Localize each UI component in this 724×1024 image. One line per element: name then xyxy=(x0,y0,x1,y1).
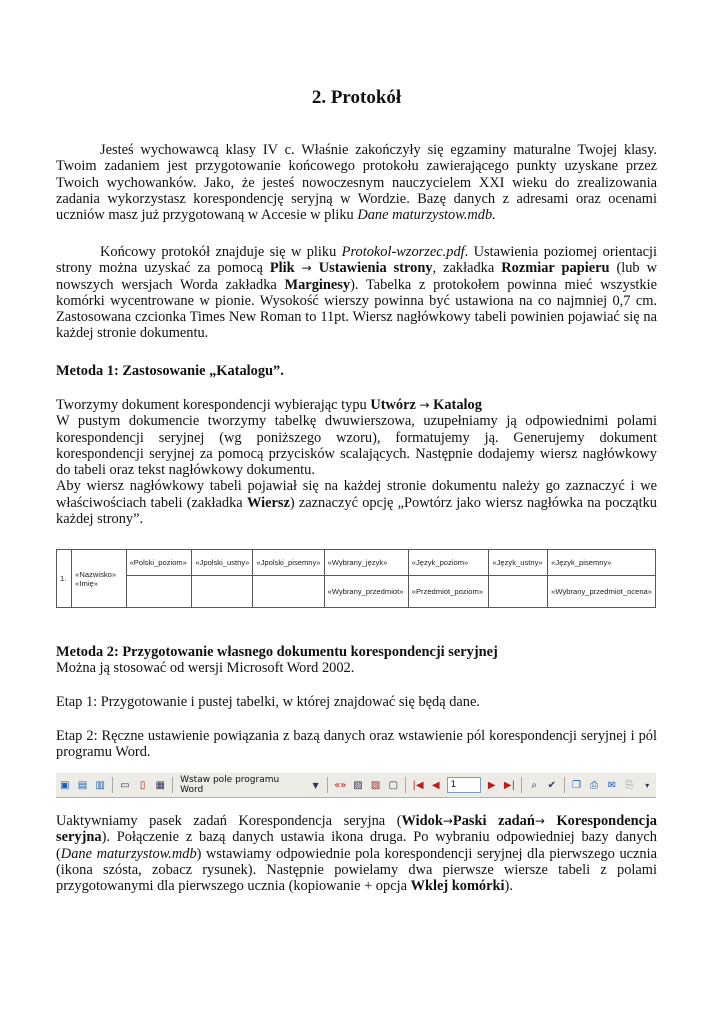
empty-cell xyxy=(192,576,253,608)
mail-merge-toolbar xyxy=(56,772,656,798)
record-number-input[interactable]: 1 xyxy=(447,777,481,793)
previous-record-icon[interactable]: ◀ xyxy=(431,779,440,791)
toolbar-options-icon[interactable]: ▾ xyxy=(645,780,650,790)
view-merged-data-icon[interactable]: «» xyxy=(334,779,347,791)
method1-body: Tworzymy dokument korespondencji wybierając typu Utwórz → Katalog W pustym dokumencie tworzymy tabelkę dwuwierszowa, uzupełniamy ją odpowiednimi polami korespondencji seryjnej (wg poniższego wzoru), formatujemy ją. Generujemy dokument korespondencji seryjnej za pomocą przycisków scalających. Następnie dodajemy wiersz nagłówkowy do tabeli oraz tekst nagłówkowy dokumentu. Aby wiersz nagłówkowy tabeli pojawiał się na każdej stronie dokumentu należy go zaznaczyć i we właściwościach tabeli (zakładka Wiersz) zaznaczyć opcję „Powtórz jako wiersz nagłówka na początku każdej strony”. xyxy=(56,397,657,528)
empty-cell xyxy=(126,576,192,608)
merge-field: «Jpolski_ustny» xyxy=(192,550,253,576)
arrow-icon: → xyxy=(419,398,430,412)
find-entry-icon[interactable]: ⌕ xyxy=(531,779,537,791)
arrow-icon: → xyxy=(534,814,545,828)
match-fields-icon[interactable]: ▧ xyxy=(370,779,381,791)
merge-to-new-doc-icon[interactable]: ❐ xyxy=(572,779,581,791)
file-name: Dane maturzystow.mdb. xyxy=(357,207,496,224)
row-number: 1. xyxy=(57,550,72,608)
merge-field-table xyxy=(56,549,656,608)
method2-section: Metoda 2: Przygotowanie własnego dokumentu korespondencji seryjnej Można ją stosować od wersji Microsoft Word 2002. xyxy=(56,644,498,677)
merge-field: «Wybrany_przedmiot» xyxy=(324,576,408,608)
intro-paragraph-2: Końcowy protokół znajduje się w pliku Protokol-wzorzec.pdf. Ustawienia poziomej orientacji strony można uzyskać za pomocą Plik → Ustawienia strony, zakładka Rozmiar papieru (lub w nowszych wersjach Worda zakładka Marginesy). Tabelka z protokołem powinna mieć wszystkie komórki wycentrowane w pionie. Wysokość wierszy powinna być ustawiona na co najmniej 0,7 cm. Zastosowana czcionka Times New Roman to 11pt. Wiersz nagłówkowy tabeli powinien pojawiać się na każdej stronie dokumentu. xyxy=(56,244,657,342)
next-record-icon[interactable]: ▶ xyxy=(487,779,496,791)
merge-field: «Język_pisemny» xyxy=(548,550,656,576)
final-paragraph: Uaktywniamy pasek zadań Korespondencja seryjna (Widok→Paski zadań→ Korespondencja seryjna). Połączenie z bazą danych ustawia ikona druga. Po wybraniu odpowiedniej bazy danych (Dane maturzystow.mdb) wstawiamy odpowiednie pola korespondencji seryjnej dla pierwszego ucznia (ikona szósta, zobacz rysunek). Następnie powielamy dwa pierwsze wiersze tabeli z polami przygotowanymi dla pierwszego ucznia (kopiowanie + opcja Wklej komórki). xyxy=(56,813,657,895)
etap2: Etap 2: Ręczne ustawienie powiązania z bazą danych oraz wstawienie pól korespondencji seryjnej i pól programu Word. xyxy=(56,728,657,761)
empty-cell xyxy=(253,576,324,608)
merge-field: «Język_poziom» xyxy=(408,550,489,576)
chevron-down-icon: ▼ xyxy=(312,780,319,790)
merge-to-fax-icon[interactable]: ⎘ xyxy=(625,779,634,791)
merge-field: «Wybrany_przedmiot_ocena» xyxy=(548,576,656,608)
insert-address-block-icon[interactable]: ▭ xyxy=(120,779,130,791)
arrow-icon: → xyxy=(442,814,453,828)
etap1: Etap 1: Przygotowanie i pustej tabelki, w której znajdować się będą dane. xyxy=(56,694,480,710)
recipients-icon[interactable]: ▥ xyxy=(95,779,105,791)
page-title: 2. Protokół xyxy=(311,87,402,108)
merge-field: «Jpolski_pisemny» xyxy=(253,550,324,576)
merge-field: «Przedmiot_poziom» xyxy=(408,576,489,608)
open-data-source-icon[interactable]: ▤ xyxy=(77,779,88,791)
merge-field: «Polski_poziom» xyxy=(126,550,192,576)
insert-merge-fields-icon[interactable]: ▦ xyxy=(155,779,165,791)
method1-heading: Metoda 1: Zastosowanie „Katalogu”. xyxy=(56,363,284,379)
merge-to-printer-icon[interactable]: ⎙ xyxy=(590,779,599,791)
merge-to-email-icon[interactable]: ✉ xyxy=(607,779,617,791)
name-field: «Nazwisko» «Imię» xyxy=(72,550,126,608)
arrow-icon: → xyxy=(301,261,312,276)
mail-merge-main-icon[interactable]: ▣ xyxy=(60,779,70,791)
check-icon[interactable]: ▢ xyxy=(388,779,399,791)
empty-cell xyxy=(489,576,548,608)
highlight-fields-icon[interactable]: ▨ xyxy=(353,779,363,791)
insert-word-field-dropdown[interactable]: Wstaw pole programu Word xyxy=(180,775,280,795)
merge-field: «Język_ustny» xyxy=(489,550,548,576)
check-errors-icon[interactable]: ✔ xyxy=(547,779,556,791)
intro-paragraph-1: Jesteś wychowawcą klasy IV c. Właśnie zakończyły się egzaminy maturalne Twojej klasy. Twoim zadaniem jest przygotowanie końcowego protokołu zawierającego punkty uzyskane przez Twoich wychowanków. Jako, że jesteś nowoczesnym nauczycielem XXI wieku do zrealizowania zadania wykorzystasz korespondencję seryjną w Wordzie. Bazę danych z adresami oraz ocenami uczniów masz już przygotowaną w Accesie w pliku Dane maturzystow.mdb. xyxy=(56,142,657,224)
first-record-icon[interactable]: |◀ xyxy=(412,779,424,791)
insert-greeting-icon[interactable]: ▯ xyxy=(139,779,146,791)
merge-field: «Wybrany_język» xyxy=(324,550,408,576)
last-record-icon[interactable]: ▶| xyxy=(503,779,515,791)
